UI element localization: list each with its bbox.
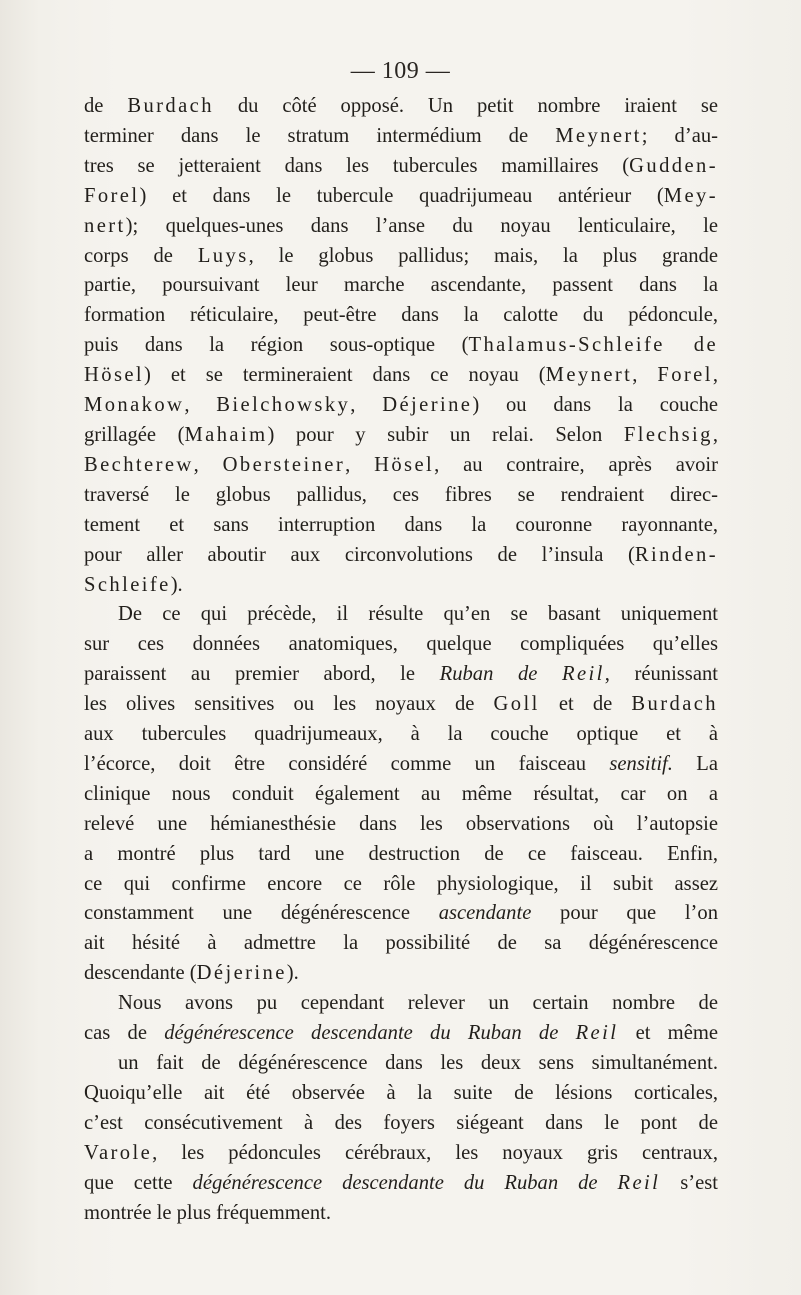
text-line (84, 511, 718, 541)
text-segment: pour que l’on (531, 902, 718, 925)
text-segment: et même (618, 1022, 719, 1045)
text-segment: montrée le plus fréquemment. (84, 1201, 332, 1224)
text-segment: ; d’au- (641, 124, 718, 147)
text-segment: ); quelques-unes dans l’anse du noyau lenticulaire, le (125, 214, 718, 237)
text-line (84, 481, 718, 511)
text-segment: Déjerine (196, 962, 287, 985)
text-segment: , (712, 364, 719, 387)
text-segment: Forel (657, 364, 713, 387)
text-segment: De ce qui précède, il résulte qu’en se basant uniquement (118, 603, 718, 626)
text-segment: ) pour y subir un relai. Selon (267, 423, 624, 446)
text-segment: ). (170, 573, 183, 596)
text-segment: sur ces données anatomiques, quelque compliquées qu’elles (84, 633, 718, 656)
text-segment: clinique nous conduit également au même résultat, car on a (84, 782, 718, 805)
text-segment: a montré plus tard une destruction de ce faisceau. Enfin, (84, 842, 718, 865)
text-segment: Mahaim (184, 423, 268, 446)
text-segment: constamment une dégénérescence (84, 902, 439, 925)
text-line (84, 1109, 718, 1139)
text-segment: , (712, 423, 718, 446)
text-segment: Déjerine (382, 394, 473, 417)
text-line (84, 182, 718, 212)
text-segment: , (345, 453, 375, 476)
text-segment: , le globus pallidus; mais, la plus grande (248, 244, 718, 267)
text-segment: ce qui confirme encore ce rôle physiologique, il subit assez (84, 872, 718, 895)
text-segment: traversé le globus pallidus, ces fibres se rendraient direc- (84, 483, 718, 506)
text-segment: tement et sans interruption dans la couronne rayonnante, (84, 513, 718, 536)
text-segment: Gudden- (629, 154, 718, 177)
text-segment: corps de (84, 244, 198, 267)
text-segment: ) et se termineraient dans ce noyau ( (144, 364, 546, 387)
text-segment: Quoiqu’elle ait été observée à la suite de lésions corticales, (84, 1081, 718, 1104)
text-segment: Reil (617, 1171, 661, 1194)
text-segment: l’écorce, doit être considéré comme un faisceau (84, 752, 610, 775)
text-segment: Ruban de (439, 663, 562, 686)
text-line (84, 242, 718, 272)
text-segment: c’est consécutivement à des foyers siégeant dans le pont de (84, 1111, 718, 1134)
text-segment: Luys (197, 244, 249, 267)
text-segment: aux tubercules quadrijumeaux, à la couche optique et à (84, 723, 718, 746)
text-line (84, 899, 718, 929)
text-segment: , (350, 394, 383, 417)
text-line (84, 421, 718, 451)
text-segment: Burdach (631, 693, 718, 716)
text-segment: dégénérescence descendante du Ruban de (192, 1171, 618, 1194)
text-segment: Thalamus-Schleife de (468, 334, 719, 357)
text-segment: Rinden- (634, 543, 718, 566)
text-segment: du côté opposé. Un petit nombre iraient se (213, 95, 718, 117)
text-segment: Bechterew (84, 453, 194, 476)
text-line (84, 810, 718, 840)
text-line (84, 1169, 718, 1199)
text-segment: paraissent au premier abord, le (84, 663, 440, 686)
text-segment: Hösel (374, 453, 435, 476)
text-segment: terminer dans le stratum intermédium de (84, 124, 556, 147)
text-line (84, 660, 718, 690)
text-segment: Bielchowsky (216, 394, 351, 417)
text-line (84, 271, 718, 301)
text-line (84, 989, 718, 1019)
text-segment: , (632, 364, 658, 387)
text-segment: Burdach (127, 95, 214, 117)
text-segment: de (84, 95, 128, 117)
text-segment: Goll (493, 693, 540, 716)
text-segment: relevé une hémianesthésie dans les observations où l’autopsie (84, 812, 718, 835)
text-segment: partie, poursuivant leur marche ascendante, passent dans la (84, 274, 718, 297)
text-segment: Monakow (84, 394, 185, 417)
text-segment: s’est (660, 1171, 718, 1194)
text-segment: cas de (84, 1022, 165, 1045)
text-segment: les olives sensitives ou les noyaux de (84, 693, 494, 716)
text-segment: Meynert (545, 364, 633, 387)
text-segment: Hösel (84, 364, 145, 387)
text-segment: formation réticulaire, peut-être dans la calotte du pédoncule, (84, 304, 718, 327)
text-line (84, 451, 718, 481)
text-segment: grillagée ( (84, 423, 185, 446)
text-segment: pour aller aboutir aux circonvolutions de l’insula ( (84, 543, 635, 566)
text-segment: ascendante (438, 902, 532, 925)
text-segment: descendante ( (84, 962, 197, 985)
text-line (84, 361, 718, 391)
text-segment: Mey- (663, 184, 718, 207)
text-line (84, 600, 718, 630)
text-line (84, 391, 718, 421)
text-segment: ). (286, 962, 299, 985)
text-line (84, 1139, 718, 1169)
text-segment: nert (84, 214, 126, 237)
text-line (84, 630, 718, 660)
text-line (84, 331, 718, 361)
text-segment: dégénérescence descendante du Ruban de (164, 1022, 576, 1045)
text-segment: puis dans la région sous-optique ( (84, 334, 469, 357)
text-segment: ait hésité à admettre la possibilité de sa dégénérescence (84, 932, 718, 955)
text-segment: , réunissant (604, 663, 718, 686)
text-line (84, 780, 718, 810)
text-line (84, 840, 718, 870)
text-segment: La (672, 752, 718, 775)
text-segment: , (184, 394, 217, 417)
text-segment: Nous avons pu cependant relever un certain nombre de (118, 992, 718, 1015)
text-segment: , au contraire, après avoir (434, 453, 719, 476)
text-line (84, 1019, 718, 1049)
text-segment: Varole (84, 1141, 153, 1164)
text-line (84, 571, 718, 601)
text-line (84, 541, 718, 571)
text-line (84, 301, 718, 331)
text-segment: Forel (84, 184, 140, 207)
text-segment: , (193, 453, 223, 476)
body-text (84, 92, 718, 1228)
text-line (84, 1049, 718, 1079)
text-segment: sensitif. (609, 752, 673, 775)
text-line (84, 1079, 718, 1109)
text-segment: Obersteiner (222, 453, 346, 476)
text-line (84, 929, 718, 959)
text-segment: Meynert (555, 124, 642, 147)
text-segment: Schleife (84, 573, 171, 596)
text-segment: Reil (561, 663, 605, 686)
page-number: — 109 — (350, 58, 451, 84)
text-segment: ) et dans le tubercule quadrijumeau antérieur ( (139, 184, 664, 207)
text-segment: , les pédoncules cérébraux, les noyaux gris centraux, (152, 1141, 718, 1164)
text-segment: tres se jetteraient dans les tubercules mamillaires ( (84, 154, 630, 177)
text-segment: Reil (575, 1022, 619, 1045)
text-segment: que cette (84, 1171, 193, 1194)
text-segment: et de (539, 693, 632, 716)
text-segment: Flechsig (623, 423, 713, 446)
text-segment: ) ou dans la couche (472, 394, 719, 417)
text-segment: un fait de dégénérescence dans les deux sens simultanément. (118, 1052, 718, 1074)
text-line (84, 212, 718, 242)
text-line (84, 870, 718, 900)
text-line (84, 92, 718, 122)
text-line (84, 152, 718, 182)
text-line (84, 959, 718, 989)
text-line (84, 122, 718, 152)
text-line (84, 690, 718, 720)
text-line (84, 1199, 718, 1229)
text-line (84, 720, 718, 750)
text-line (84, 750, 718, 780)
